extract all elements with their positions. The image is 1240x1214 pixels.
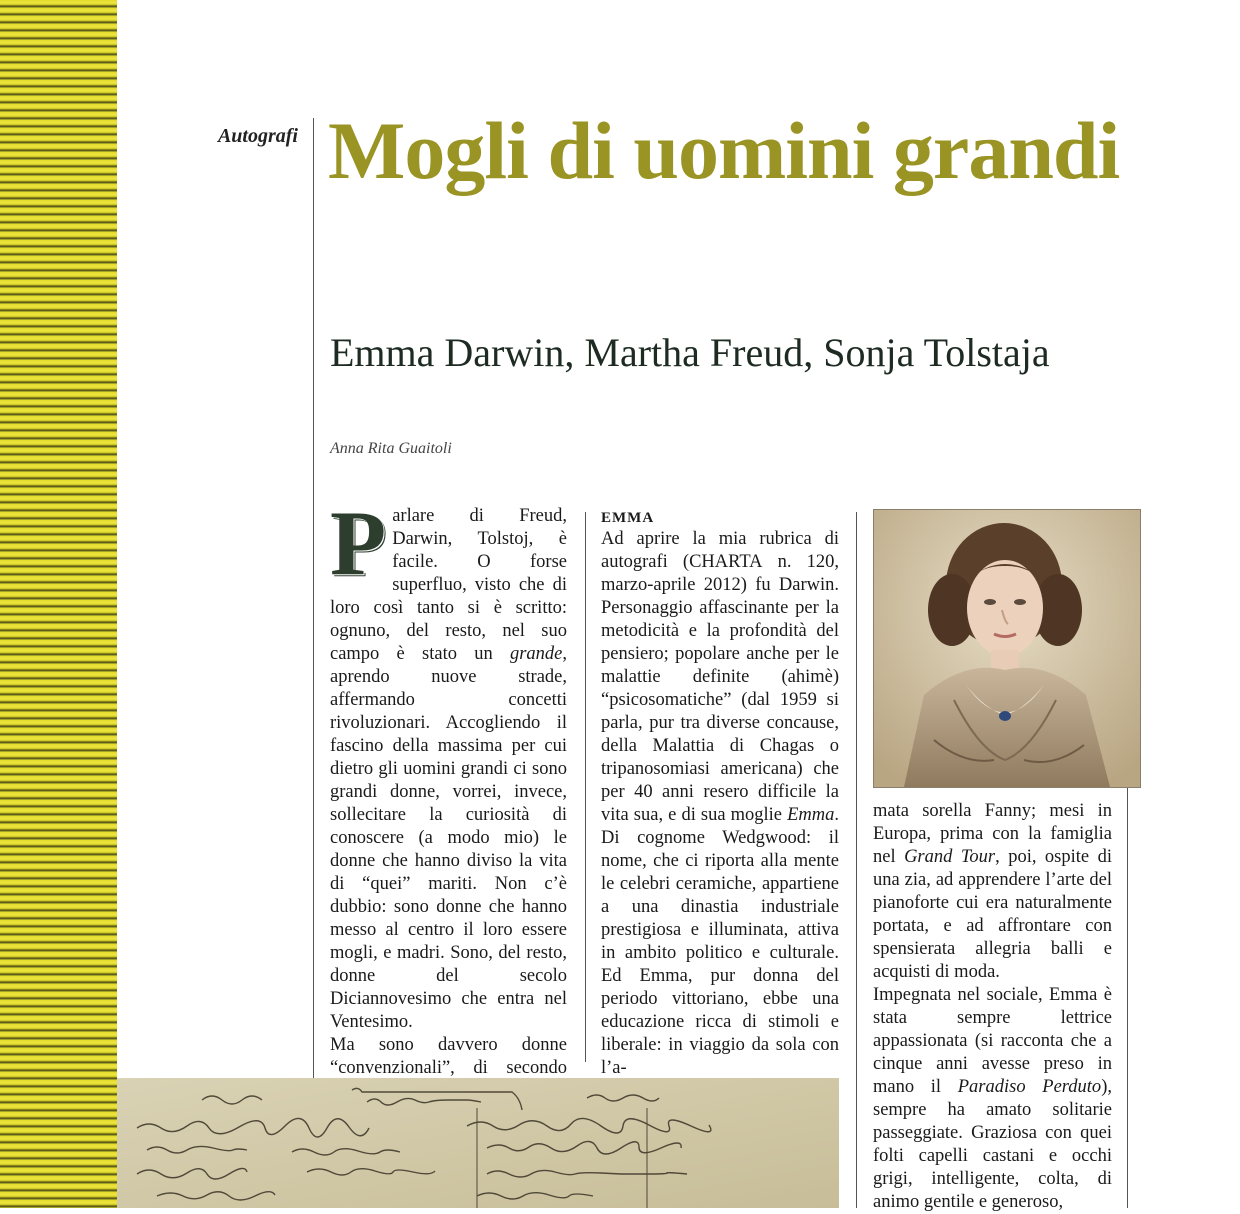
header-divider [313,118,314,1078]
emma-darwin-portrait [873,509,1141,788]
drop-cap: P [330,492,387,594]
intro-question: Ma sono davvero donne “convenzionali”, di secondo [330,1035,567,1078]
body-column-2 [601,508,839,1080]
article-title: Mogli di uomini grandi [328,105,1120,196]
body-column-1 [330,492,567,1103]
body-column-3 [873,800,1112,1214]
article-author: Anna Rita Guaitoli [330,440,452,457]
emma-paragraph: Ad aprire la mia rubrica di autografi (CHARTA n. 120, marzo-aprile 2012) fu Darwin. Personaggio affascinante per la metodicità e la profondità del pensiero; popolare anche per le malattie definite (ahimè) “psicosomatiche” (dal 1959 si parla, pur tra diverse concause, della Malattia di Chagas o tripanosomiasi americana) che per 40 anni resero difficile la vita sua, e di sua moglie Emma. Di cognome Wedgwood: il nome, che ci riporta alla mente le celebri ceramiche, appartiene a una dinastia industriale prestigiosa e illuminata, attiva in ambito politico e culturale. Ed Emma, pur donna del periodo vittoriano, ebbe una educazione ricca di stimoli e liberale: in viaggio da sola con l’a- [601,529,840,1078]
section-heading-emma: EMMA [601,510,655,526]
decorative-stripe-band [0,0,117,1208]
emma-continued-paragraph: mata sorella Fanny; mesi in Europa, prima con la famiglia nel Grand Tour, poi, ospite di una zia, ad apprendere l’arte del pianoforte cui era naturalmente portata, e ad affrontare con spensierata allegria balli e acquisti di moda. [873,801,1112,982]
emma-interests-paragraph: Impegnata nel sociale, Emma è stata sempre lettrice appassionata (si racconta che a cinque anni avesse preso in mano il Paradiso Perduto), sempre ha amato solitarie passeggiate. Graziosa con quei folti capelli castani e occhi grigi, intelligente, colta, di animo gentile e generoso, [873,985,1112,1212]
column-divider-1 [585,512,586,1062]
magazine-name: CHARTA [689,552,763,572]
column-divider-2 [856,512,857,1208]
manuscript-image [117,1078,839,1208]
article-subtitle: Emma Darwin, Martha Freud, Sonja Tolstaja [330,330,1050,375]
intro-paragraph: Parlare di Freud, Darwin, Tolstoj, è facile. O forse superfluo, visto che di loro così tanto si è scritto: ognuno, del resto, nel suo campo è stato un grande, aprendo nuove strade, affermando concetti rivoluzionari. Accogliendo il fascino della massima per cui dietro gli uomini grandi ci sono grandi donne, vorrei, invece, sollecitare la curiosità di conoscere (a modo mio) le donne che hanno diviso la vita di “quei” mariti. Non c’è dubbio: sono donne che hanno messo al centro il loro essere mogli, e madri. Sono, del resto, donne del secolo Diciannovesimo che entra nel Ventesimo. [330,492,567,1032]
section-label: Autografi [217,125,298,147]
